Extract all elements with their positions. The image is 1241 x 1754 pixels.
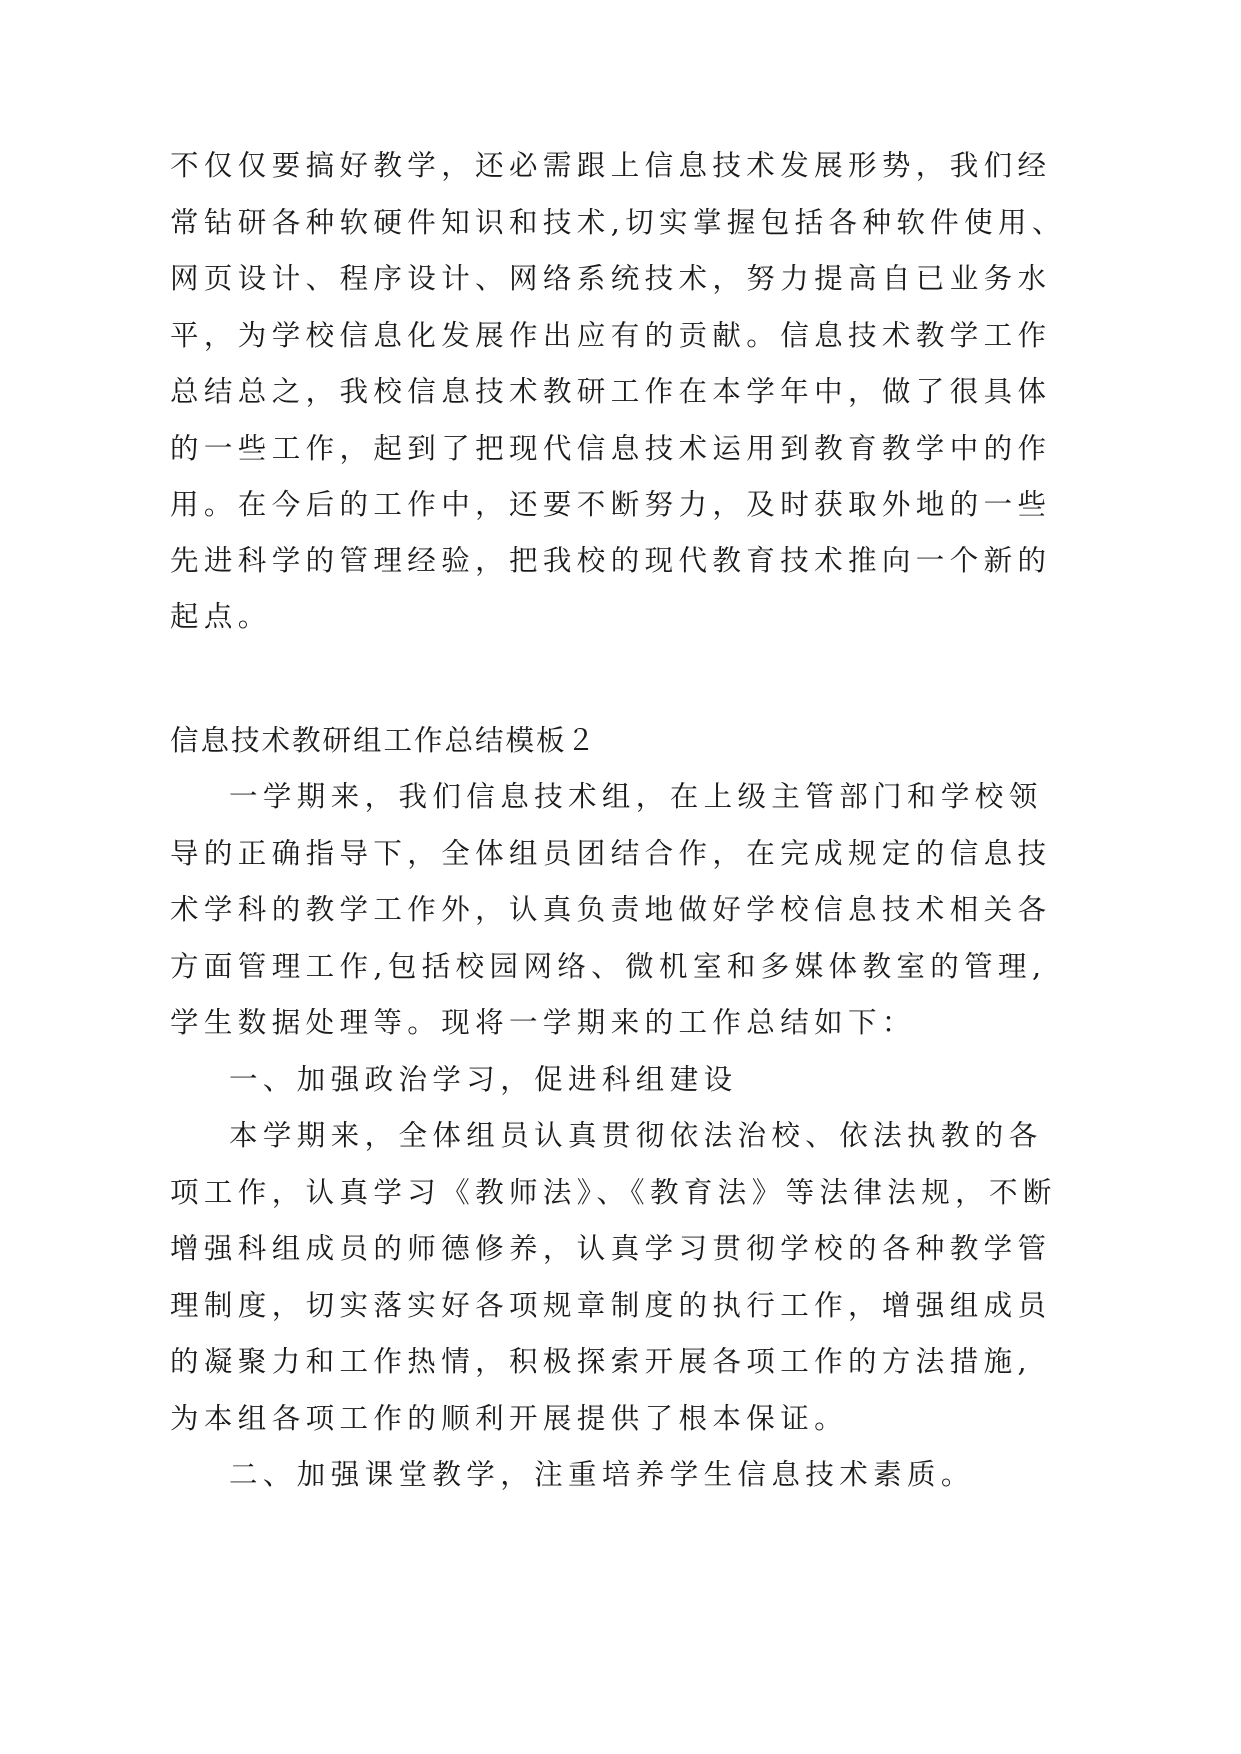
text-line: 导的正确指导下，全体组员团结合作，在完成规定的信息技 (170, 837, 1052, 870)
text-line: 总结总之，我校信息技术教研工作在本学年中，做了很具体 (170, 375, 1052, 408)
text-line: 常钻研各种软硬件知识和技术,切实掌握包括各种软件使用、 (170, 206, 1066, 239)
section-heading: 信息技术教研组工作总结模板２ (170, 724, 598, 757)
text-line: 平，为学校信息化发展作出应有的贡献。信息技术教学工作 (170, 319, 1052, 352)
subheading: 一、加强政治学习，促进科组建设 (229, 1063, 738, 1096)
text-line: 增强科组成员的师德修养，认真学习贯彻学校的各种教学管 (170, 1232, 1052, 1265)
subheading: 二、加强课堂教学，注重培养学生信息技术素质。 (229, 1458, 975, 1491)
text-line: 方面管理工作,包括校园网络、微机室和多媒体教室的管理, (170, 950, 1047, 983)
text-line: 的一些工作，起到了把现代信息技术运用到教育教学中的作 (170, 432, 1052, 465)
text-line: 项工作，认真学习《教师法》、《教育法》等法律法规，不断 (170, 1176, 1057, 1209)
text-line: 网页设计、程序设计、网络系统技术，努力提高自已业务水 (170, 262, 1052, 295)
text-line: 一学期来，我们信息技术组，在上级主管部门和学校领 (229, 780, 1043, 813)
text-line: 为本组各项工作的顺利开展提供了根本保证。 (170, 1402, 849, 1435)
text-line: 本学期来，全体组员认真贯彻依法治校、依法执教的各 (229, 1119, 1043, 1152)
text-line: 不仅仅要搞好教学，还必需跟上信息技术发展形势，我们经 (170, 149, 1052, 182)
text-line: 学生数据处理等。现将一学期来的工作总结如下： (170, 1006, 916, 1039)
text-line: 起点。 (170, 600, 272, 633)
text-line: 的凝聚力和工作热情，积极探索开展各项工作的方法措施, (170, 1345, 1032, 1378)
text-line: 用。在今后的工作中，还要不断努力，及时获取外地的一些 (170, 488, 1052, 521)
text-line: 术学科的教学工作外，认真负责地做好学校信息技术相关各 (170, 893, 1052, 926)
text-line: 理制度，切实落实好各项规章制度的执行工作，增强组成员 (170, 1289, 1052, 1322)
text-line: 先进科学的管理经验，把我校的现代教育技术推向一个新的 (170, 544, 1052, 577)
